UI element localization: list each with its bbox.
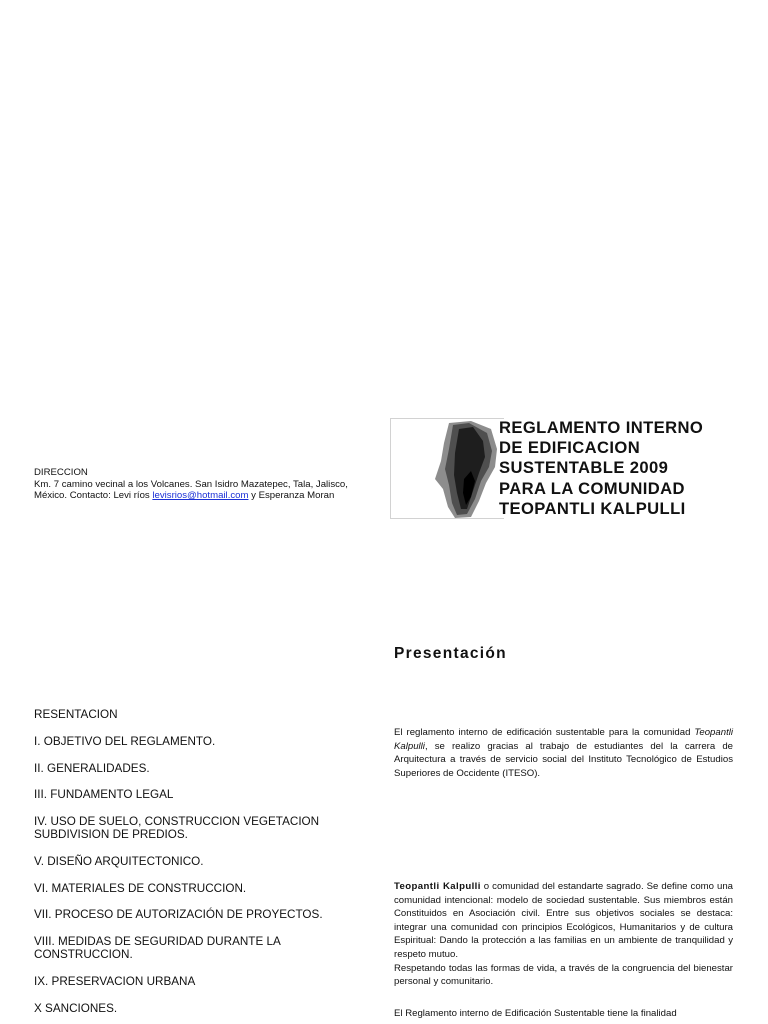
address-line-2-end: y Esperanza Moran	[248, 490, 335, 501]
toc-item[interactable]: V. DISEÑO ARQUITECTONICO.	[34, 855, 204, 868]
community-text: o comunidad del estandarte sagrado. Se define como una comunidad intencional: modelo de sociedad sustentable. Sus miembros están Constituidos en Asociación civil. Entre sus objetivos sociales se destaca: integrar una comunidad con principios Ecológicos, Humanitarios y de cultura Espiritual: Dando la protección a las familias en un ambiente de tranquilidad y respeto mutuo.	[394, 881, 734, 960]
intro-paragraph	[394, 726, 733, 780]
title-line-1: REGLAMENTO INTERNO	[499, 418, 704, 437]
toc-item[interactable]: II. GENERALIDADES.	[34, 762, 150, 775]
community-paragraph	[394, 880, 733, 989]
toc-item[interactable]: VI. MATERIALES DE CONSTRUCCION.	[34, 882, 247, 895]
presentacion-heading: Presentación	[394, 645, 507, 662]
stone-figure-logo-icon	[391, 419, 505, 520]
address-line-1: Km. 7 camino vecinal a los Volcanes. San Isidro Mazatepec, Tala, Jalisco,	[34, 478, 348, 490]
address-line-2: México. Contacto: Levi ríos	[34, 490, 153, 501]
community-name-italic: Teopantli Kalpulli	[394, 727, 733, 752]
purpose-paragraph: El Reglamento interno de Edificación Sustentable tiene la finalidad	[394, 1008, 677, 1019]
title-line-3: SUSTENTABLE 2009	[499, 458, 669, 478]
toc-item[interactable]: RESENTACION	[34, 708, 118, 721]
document-title	[499, 418, 761, 519]
intro-text: El reglamento interno de edificación sustentable para la comunidad	[394, 727, 695, 738]
address-block	[34, 467, 364, 502]
community-name-bold: Teopantli Kalpulli	[394, 881, 481, 892]
toc-item[interactable]: III. FUNDAMENTO LEGAL	[34, 788, 174, 801]
title-line-4: PARA LA COMUNIDAD	[499, 478, 685, 498]
toc-item[interactable]: VII. PROCESO DE AUTORIZACIÓN DE PROYECTOS.	[34, 908, 323, 921]
logo-frame	[390, 418, 504, 519]
intro-text-end: , se realizo gracias al trabajo de estudiantes del la carrera de Arquitectura a través de servicio social del Instituto Tecnológico de Estudios Superiores de Occidente (ITESO).	[394, 740, 733, 779]
toc-item[interactable]: X SANCIONES.	[34, 1002, 118, 1015]
toc-item[interactable]: VIII. MEDIDAS DE SEGURIDAD DURANTE LA CONSTRUCCION.	[34, 935, 281, 961]
toc-item[interactable]: IX. PRESERVACION URBANA	[34, 975, 196, 988]
toc-item[interactable]: IV. USO DE SUELO, CONSTRUCCION VEGETACION SUBDIVISION DE PREDIOS.	[34, 815, 320, 841]
email-link[interactable]: levisrios@hotmail.com	[152, 490, 249, 501]
title-line-2: DE EDIFICACION	[499, 438, 641, 458]
toc-item[interactable]: I. OBJETIVO DEL REGLAMENTO.	[34, 735, 216, 748]
title-line-5: TEOPANTLI KALPULLI	[499, 498, 686, 518]
address-heading: DIRECCION	[34, 467, 88, 478]
community-text-2: Respetando todas las formas de vida, a través de la congruencia del bienestar personal y comunitario.	[394, 962, 733, 988]
